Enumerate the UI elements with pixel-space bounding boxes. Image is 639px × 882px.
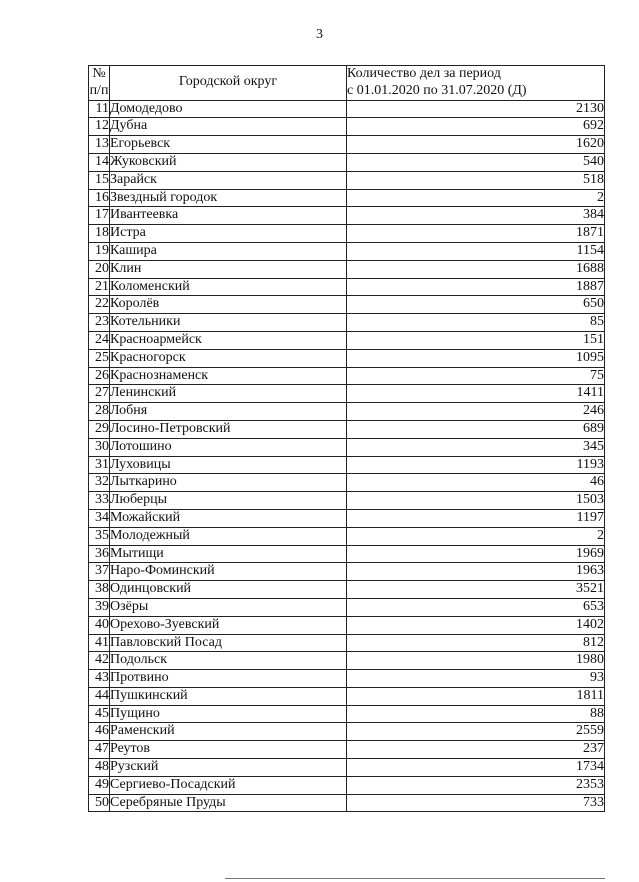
case-count: 1871	[347, 225, 605, 243]
district-name: Павловский Посад	[110, 634, 347, 652]
table-row	[89, 349, 605, 367]
case-count: 1503	[347, 492, 605, 510]
table-row	[89, 225, 605, 243]
district-name: Люберцы	[110, 492, 347, 510]
district-name: Красногорск	[110, 349, 347, 367]
district-name: Лотошино	[110, 438, 347, 456]
district-name: Орехово-Зуевский	[110, 616, 347, 634]
case-count: 237	[347, 741, 605, 759]
case-count: 518	[347, 171, 605, 189]
district-name: Озёры	[110, 598, 347, 616]
table-row	[89, 242, 605, 260]
row-number: 12	[89, 118, 110, 136]
row-number: 22	[89, 296, 110, 314]
case-count: 1734	[347, 759, 605, 777]
district-name: Молодежный	[110, 527, 347, 545]
district-name: Жуковский	[110, 153, 347, 171]
table-row	[89, 670, 605, 688]
table-row	[89, 545, 605, 563]
row-number: 32	[89, 474, 110, 492]
case-count: 1154	[347, 242, 605, 260]
district-name: Лобня	[110, 403, 347, 421]
row-number: 19	[89, 242, 110, 260]
table-row	[89, 456, 605, 474]
row-number: 48	[89, 759, 110, 777]
case-count: 88	[347, 705, 605, 723]
district-name: Егорьевск	[110, 136, 347, 154]
case-count: 1811	[347, 687, 605, 705]
district-name: Рузский	[110, 759, 347, 777]
row-number: 43	[89, 670, 110, 688]
row-number: 44	[89, 687, 110, 705]
district-name: Подольск	[110, 652, 347, 670]
table-row	[89, 331, 605, 349]
row-number: 25	[89, 349, 110, 367]
case-count: 653	[347, 598, 605, 616]
header-number: № п/п	[89, 66, 110, 101]
row-number: 27	[89, 385, 110, 403]
district-name: Котельники	[110, 314, 347, 332]
table-row	[89, 581, 605, 599]
table-row	[89, 759, 605, 777]
table-row	[89, 634, 605, 652]
table-row	[89, 260, 605, 278]
district-name: Красноармейск	[110, 331, 347, 349]
case-count: 1963	[347, 563, 605, 581]
row-number: 30	[89, 438, 110, 456]
case-count: 1197	[347, 509, 605, 527]
table-row	[89, 616, 605, 634]
district-name: Краснознаменск	[110, 367, 347, 385]
case-count: 2	[347, 189, 605, 207]
table-header-row	[89, 66, 605, 101]
district-name: Кашира	[110, 242, 347, 260]
case-count: 1411	[347, 385, 605, 403]
table-row	[89, 705, 605, 723]
district-name: Истра	[110, 225, 347, 243]
row-number: 35	[89, 527, 110, 545]
case-count: 2130	[347, 100, 605, 118]
case-count: 2	[347, 527, 605, 545]
district-name: Серебряные Пруды	[110, 794, 347, 812]
header-district: Городской округ	[110, 66, 347, 101]
district-name: Дубна	[110, 118, 347, 136]
table-row	[89, 794, 605, 812]
case-count: 3521	[347, 581, 605, 599]
header-case-count-line2: с 01.01.2020 по 31.07.2020 (Д)	[347, 82, 527, 98]
row-number: 16	[89, 189, 110, 207]
row-number: 20	[89, 260, 110, 278]
table-row	[89, 207, 605, 225]
case-count: 1887	[347, 278, 605, 296]
district-name: Луховицы	[110, 456, 347, 474]
case-count: 85	[347, 314, 605, 332]
row-number: 34	[89, 509, 110, 527]
table-row	[89, 296, 605, 314]
district-name: Одинцовский	[110, 581, 347, 599]
case-count: 1969	[347, 545, 605, 563]
row-number: 39	[89, 598, 110, 616]
case-count: 384	[347, 207, 605, 225]
district-name: Протвино	[110, 670, 347, 688]
header-case-count-line1: Количество дел за период	[347, 66, 501, 81]
case-count: 733	[347, 794, 605, 812]
case-count: 1980	[347, 652, 605, 670]
row-number: 13	[89, 136, 110, 154]
case-count: 46	[347, 474, 605, 492]
case-count: 93	[347, 670, 605, 688]
case-count: 2559	[347, 723, 605, 741]
table-row	[89, 420, 605, 438]
table-row	[89, 153, 605, 171]
case-count: 812	[347, 634, 605, 652]
scan-edge-line	[225, 878, 605, 879]
cases-table	[88, 65, 605, 812]
case-count: 540	[347, 153, 605, 171]
table-row	[89, 367, 605, 385]
row-number: 23	[89, 314, 110, 332]
table-row	[89, 438, 605, 456]
row-number: 18	[89, 225, 110, 243]
row-number: 41	[89, 634, 110, 652]
row-number: 40	[89, 616, 110, 634]
case-count: 1402	[347, 616, 605, 634]
table-row	[89, 723, 605, 741]
table-row	[89, 385, 605, 403]
district-name: Домодедово	[110, 100, 347, 118]
case-count: 246	[347, 403, 605, 421]
district-name: Лыткарино	[110, 474, 347, 492]
district-name: Наро-Фоминский	[110, 563, 347, 581]
case-count: 2353	[347, 776, 605, 794]
table-row	[89, 474, 605, 492]
district-name: Звездный городок	[110, 189, 347, 207]
district-name: Реутов	[110, 741, 347, 759]
district-name: Ивантеевка	[110, 207, 347, 225]
district-name: Зарайск	[110, 171, 347, 189]
district-name: Пушкинский	[110, 687, 347, 705]
table-row	[89, 563, 605, 581]
table-row	[89, 598, 605, 616]
district-name: Коломенский	[110, 278, 347, 296]
row-number: 24	[89, 331, 110, 349]
row-number: 17	[89, 207, 110, 225]
row-number: 50	[89, 794, 110, 812]
table-row	[89, 527, 605, 545]
table-row	[89, 314, 605, 332]
district-name: Ленинский	[110, 385, 347, 403]
table-row	[89, 652, 605, 670]
page-number: 3	[316, 27, 323, 42]
case-count: 1095	[347, 349, 605, 367]
row-number: 21	[89, 278, 110, 296]
case-count: 1193	[347, 456, 605, 474]
case-count: 1688	[347, 260, 605, 278]
row-number: 28	[89, 403, 110, 421]
district-name: Мытищи	[110, 545, 347, 563]
table-row	[89, 118, 605, 136]
row-number: 29	[89, 420, 110, 438]
table-row	[89, 687, 605, 705]
case-count: 75	[347, 367, 605, 385]
district-name: Королёв	[110, 296, 347, 314]
row-number: 31	[89, 456, 110, 474]
row-number: 15	[89, 171, 110, 189]
district-name: Пущино	[110, 705, 347, 723]
row-number: 47	[89, 741, 110, 759]
row-number: 11	[89, 100, 110, 118]
district-name: Сергиево-Посадский	[110, 776, 347, 794]
table-row	[89, 403, 605, 421]
table-row	[89, 100, 605, 118]
row-number: 45	[89, 705, 110, 723]
district-name: Лосино-Петровский	[110, 420, 347, 438]
table-row	[89, 136, 605, 154]
row-number: 49	[89, 776, 110, 794]
header-case-count	[347, 66, 605, 101]
row-number: 36	[89, 545, 110, 563]
row-number: 26	[89, 367, 110, 385]
district-name: Клин	[110, 260, 347, 278]
district-name: Можайский	[110, 509, 347, 527]
row-number: 38	[89, 581, 110, 599]
case-count: 151	[347, 331, 605, 349]
table-row	[89, 741, 605, 759]
case-count: 692	[347, 118, 605, 136]
row-number: 42	[89, 652, 110, 670]
table-row	[89, 171, 605, 189]
table-row	[89, 776, 605, 794]
row-number: 46	[89, 723, 110, 741]
table-row	[89, 492, 605, 510]
table-row	[89, 189, 605, 207]
case-count: 650	[347, 296, 605, 314]
case-count: 1620	[347, 136, 605, 154]
row-number: 14	[89, 153, 110, 171]
case-count: 345	[347, 438, 605, 456]
case-count: 689	[347, 420, 605, 438]
table-row	[89, 278, 605, 296]
row-number: 37	[89, 563, 110, 581]
table-row	[89, 509, 605, 527]
district-name: Раменский	[110, 723, 347, 741]
row-number: 33	[89, 492, 110, 510]
